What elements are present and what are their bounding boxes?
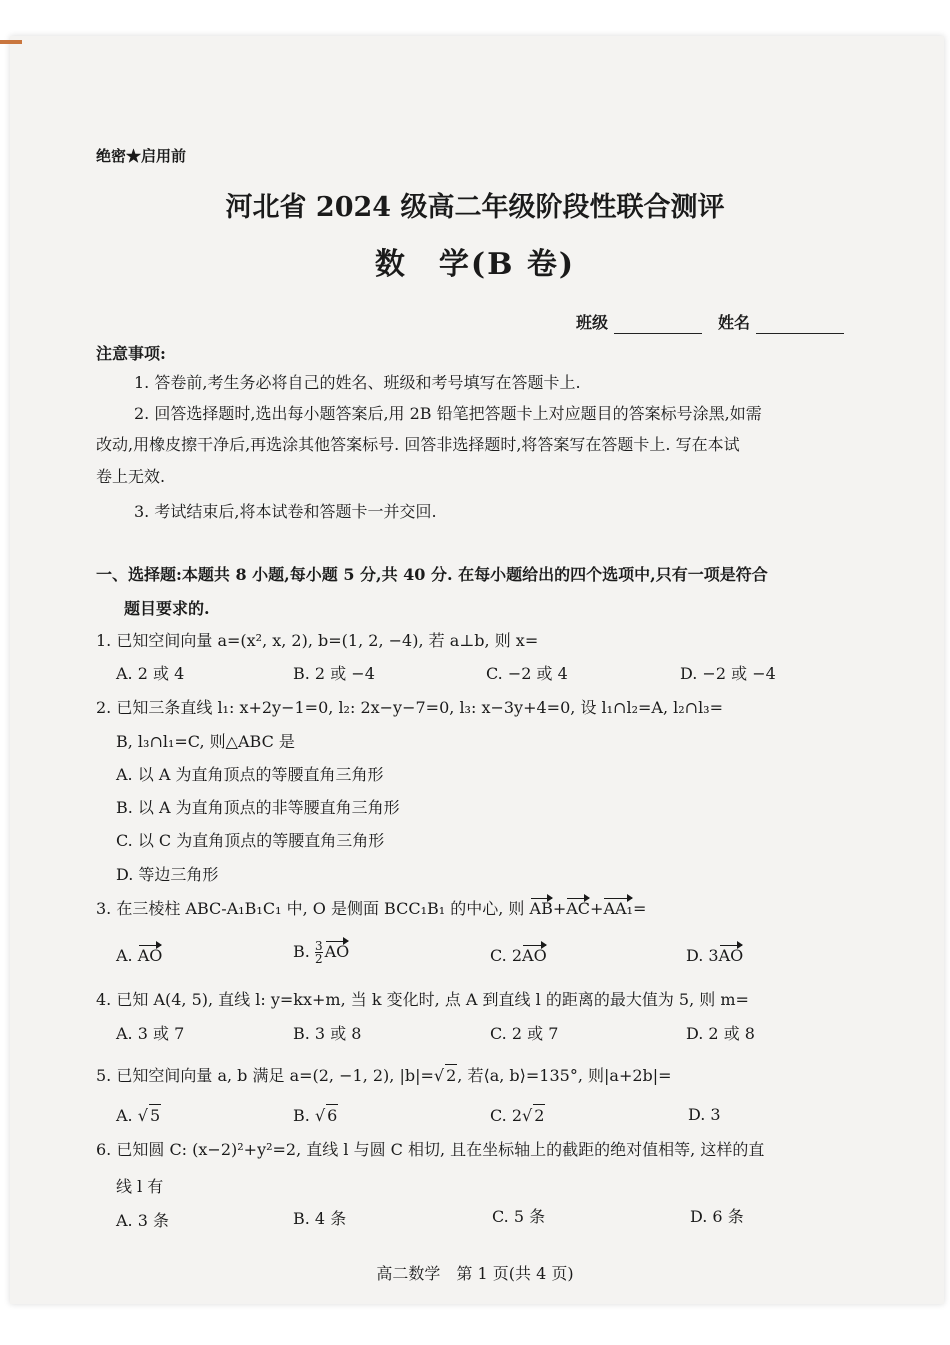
notice-item-2c: 卷上无效. xyxy=(96,467,166,486)
sqrt-sign: √ xyxy=(433,1066,445,1085)
q5-option-a xyxy=(116,1104,161,1127)
vector-ao: AO xyxy=(718,946,744,965)
q1-option-d: D. −2 或 −4 xyxy=(680,664,776,683)
q1-option-b: B. 2 或 −4 xyxy=(293,664,375,683)
q3-option-b xyxy=(293,940,349,965)
notice-item-2a: 2. 回答选择题时,选出每小题答案后,用 2B 铅笔把答题卡上对应题目的答案标号涂黑,如需 xyxy=(134,404,762,423)
sqrt-radicand: 6 xyxy=(327,1106,338,1125)
q1-option-c: C. −2 或 4 xyxy=(486,664,568,683)
q4-option-a: A. 3 或 7 xyxy=(116,1024,185,1043)
section-heading-line2: 题目要求的. xyxy=(124,599,210,618)
question-2-stem-line2: B, l₃∩l₁=C, 则△ABC 是 xyxy=(116,732,295,751)
question-2-stem-line1: 2. 已知三条直线 l₁: x+2y−1=0, l₂: 2x−y−7=0, l₃: x−3y+4=0, 设 l₁∩l₂=A, l₂∩l₃= xyxy=(96,698,724,717)
q4-option-b: B. 3 或 8 xyxy=(293,1024,362,1043)
q6-option-b: B. 4 条 xyxy=(293,1209,347,1228)
q2-option-b: B. 以 A 为直角顶点的非等腰直角三角形 xyxy=(116,798,400,817)
q2-option-c: C. 以 C 为直角顶点的等腰直角三角形 xyxy=(116,831,385,850)
q3-option-d xyxy=(686,945,743,967)
sqrt-radicand: 2 xyxy=(446,1066,457,1085)
q4-option-d: D. 2 或 8 xyxy=(686,1024,755,1043)
q5-a-prefix: A. xyxy=(116,1106,138,1125)
vector-ao: AO xyxy=(324,942,350,961)
q6-option-d: D. 6 条 xyxy=(690,1207,744,1226)
question-3-stem xyxy=(96,898,646,920)
fraction-denominator: 2 xyxy=(314,952,323,966)
question-6-stem-line1: 6. 已知圆 C: (x−2)²+y²=2, 直线 l 与圆 C 相切, 且在坐标轴上的截距的绝对值相等, 这样的直 xyxy=(96,1140,765,1159)
class-blank xyxy=(614,315,702,334)
q3-stem-text: 3. 在三棱柱 ABC-A₁B₁C₁ 中, O 是侧面 BCC₁B₁ 的中心, 则 xyxy=(96,899,530,918)
question-1-stem: 1. 已知空间向量 a=(x², x, 2), b=(1, 2, −4), 若 a⊥b, 则 x= xyxy=(96,631,539,650)
q3-plus-2: + xyxy=(590,899,604,918)
question-5-stem xyxy=(96,1064,672,1087)
vector-ab: AB xyxy=(529,899,553,918)
q4-option-c: C. 2 或 7 xyxy=(490,1024,559,1043)
q5-option-c xyxy=(490,1104,545,1127)
sqrt-sign: √ xyxy=(314,1106,326,1125)
q6-option-a: A. 3 条 xyxy=(116,1211,169,1230)
sqrt-sign: √ xyxy=(522,1106,533,1125)
vector-aa1: AA₁ xyxy=(603,899,633,918)
name-blank xyxy=(756,315,844,334)
q3-option-c xyxy=(490,945,547,967)
exam-title: 河北省 2024 级高二年级阶段性联合测评 xyxy=(225,192,725,223)
q6-option-c: C. 5 条 xyxy=(492,1207,546,1226)
vector-ao: AO xyxy=(137,946,163,965)
section-heading-line1: 一、选择题:本题共 8 小题,每小题 5 分,共 40 分. 在每小题给出的四个选项中,只有一项是符合 xyxy=(96,565,768,584)
name-label: 姓名 xyxy=(718,313,751,332)
q2-option-d: D. 等边三角形 xyxy=(116,865,219,884)
notice-item-3: 3. 考试结束后,将本试卷和答题卡一并交回. xyxy=(134,502,437,521)
q3-d-prefix: D. 3 xyxy=(686,946,719,965)
q5-b-prefix: B. xyxy=(293,1106,315,1125)
q5-stem-text-2: , 若⟨a, b⟩=135°, 则|a+2b|= xyxy=(457,1066,672,1085)
q3-plus-1: + xyxy=(552,899,567,918)
paper-corner xyxy=(0,40,22,44)
notice-item-1: 1. 答卷前,考生务必将自己的姓名、班级和考号填写在答题卡上. xyxy=(134,373,581,392)
sqrt-radicand: 5 xyxy=(149,1106,161,1125)
q3-c-prefix: C. 2 xyxy=(490,946,523,965)
q5-option-d: D. 3 xyxy=(688,1105,721,1124)
q5-c-prefix: C. 2 xyxy=(490,1106,523,1125)
vector-ao: AO xyxy=(522,946,547,965)
fraction-three-halves xyxy=(315,940,323,965)
vector-ac: AC xyxy=(566,899,591,918)
sqrt-sign: √ xyxy=(137,1106,148,1125)
notice-item-2b: 改动,用橡皮擦干净后,再选涂其他答案标号. 回答非选择题时,将答案写在答题卡上. 写在本试 xyxy=(96,435,740,454)
q3-equals: = xyxy=(632,899,647,918)
q1-option-a: A. 2 或 4 xyxy=(116,664,185,683)
fraction-numerator: 3 xyxy=(314,939,323,953)
class-label: 班级 xyxy=(576,313,609,332)
q5-option-b xyxy=(293,1104,338,1127)
q3-b-prefix: B. xyxy=(293,942,315,961)
class-field xyxy=(576,312,702,334)
question-4-stem: 4. 已知 A(4, 5), 直线 l: y=kx+m, 当 k 变化时, 点 A 到直线 l 的距离的最大值为 5, 则 m= xyxy=(96,990,749,1009)
notice-heading: 注意事项: xyxy=(96,344,166,363)
name-field xyxy=(718,312,844,334)
confidential-label: 绝密★启用前 xyxy=(96,147,187,165)
question-6-stem-line2: 线 l 有 xyxy=(116,1177,164,1196)
q2-option-a: A. 以 A 为直角顶点的等腰直角三角形 xyxy=(116,765,384,784)
sqrt-radicand: 2 xyxy=(534,1106,545,1125)
q5-stem-text: 5. 已知空间向量 a, b 满足 a=(2, −1, 2), |b|= xyxy=(96,1066,434,1085)
q3-a-prefix: A. xyxy=(116,946,138,965)
page-footer: 高二数学 第 1 页(共 4 页) xyxy=(376,1264,574,1283)
q3-option-a xyxy=(116,945,162,967)
exam-subtitle: 数 学(B 卷) xyxy=(374,247,576,282)
